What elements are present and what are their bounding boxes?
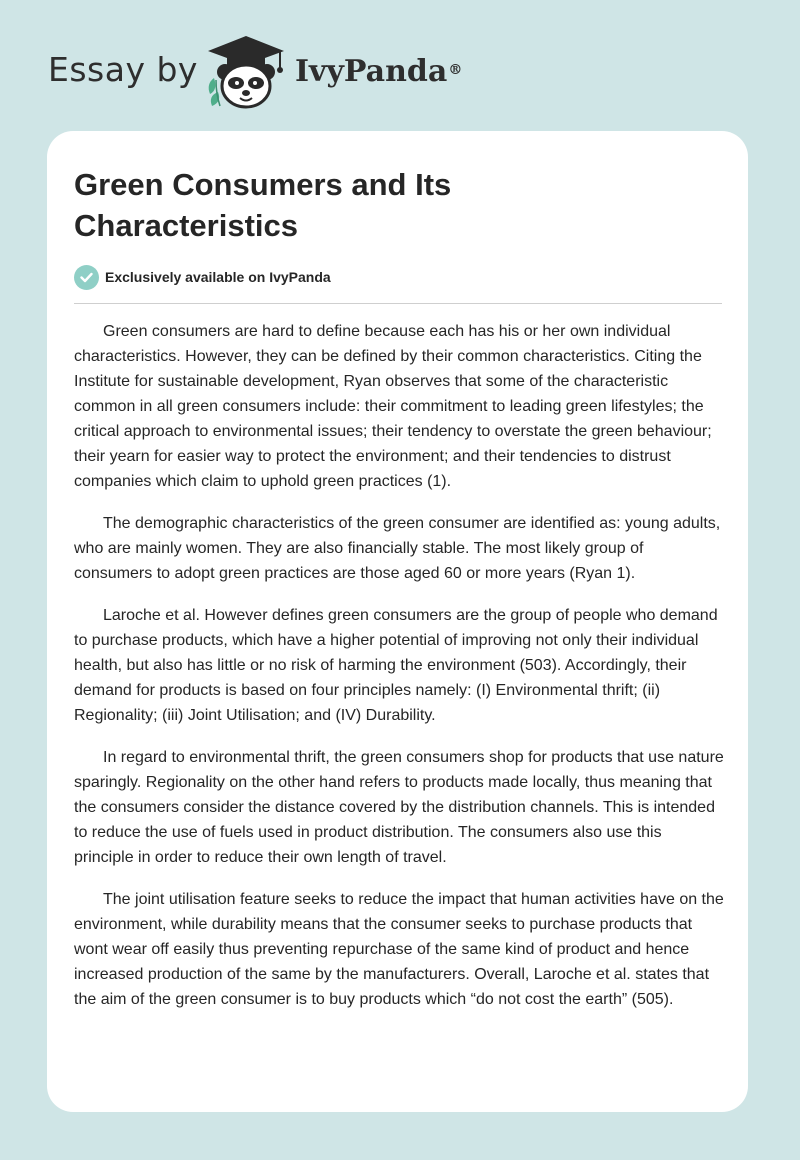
essay-body <box>74 319 724 1029</box>
ivypanda-brand-name[interactable] <box>295 52 462 92</box>
essay-paragraph: The demographic characteristics of the green consumer are identified as: young adults, who are mainly women. They are also financially stable. The most likely group of consumers to adopt green practices are those aged 60 or more years (Ryan 1). <box>74 515 721 582</box>
essay-paragraph: Green consumers are hard to define because each has his or her own individual characteristics. However, they can be defined by their common characteristics. Citing the Institute for sustainable development, Ryan observes that some of the characteristic common in all green consumers include: their commitment to leading green lifestyles; the critical approach to environmental issues; their tendency to overstate the green behaviour; their yearn for easier way to protect the environment; and their tendencies to distrust companies which claim to uphold green practices (1). <box>74 323 712 490</box>
essay-title: Green Consumers and Its Characteristics <box>74 167 452 243</box>
essay-paragraph: Laroche et al. However defines green consumers are the group of people who demand to purchase products, which have a higher potential of improving not only their individual health, but also has little or no risk of harming the environment (503). Accordingly, their demand for products is based on four principles namely: (I) Environmental thrift; (ii) Regionality; (iii) Joint Utilisation; and (IV) Durability. <box>74 607 718 724</box>
essay-paragraph: The joint utilisation feature seeks to reduce the impact that human activities have on the environment, while durability means that the consumer seeks to purchase products that wont wear off easily thus preventing repurchase of the same kind of product and hence increased production of the same by the manufacturers. Overall, Laroche et al. states that the aim of the green consumer is to buy products which “do not cost the earth” (505). <box>74 891 724 1008</box>
check-icon <box>74 265 99 290</box>
ivypanda-panda-logo-icon[interactable] <box>200 34 292 110</box>
essay-by-label: Essay by <box>48 50 198 89</box>
site-header <box>0 0 800 130</box>
essay-paragraph: In regard to environmental thrift, the green consumers shop for products that use nature sparingly. Regionality on the other hand refers to products made locally, thus meaning that the consumers consider the distance covered by the distribution channels. This is intended to reduce the use of fuels used in product distribution. The consumers also use this principle in order to reduce their own length of travel. <box>74 749 724 866</box>
exclusive-badge-label: Exclusively available on IvyPanda <box>105 269 331 285</box>
brand-text: IvyPanda <box>295 54 448 89</box>
title-divider <box>74 303 722 304</box>
registered-mark: ® <box>448 62 463 78</box>
exclusive-badge <box>74 264 331 290</box>
essay-card <box>47 131 748 1112</box>
